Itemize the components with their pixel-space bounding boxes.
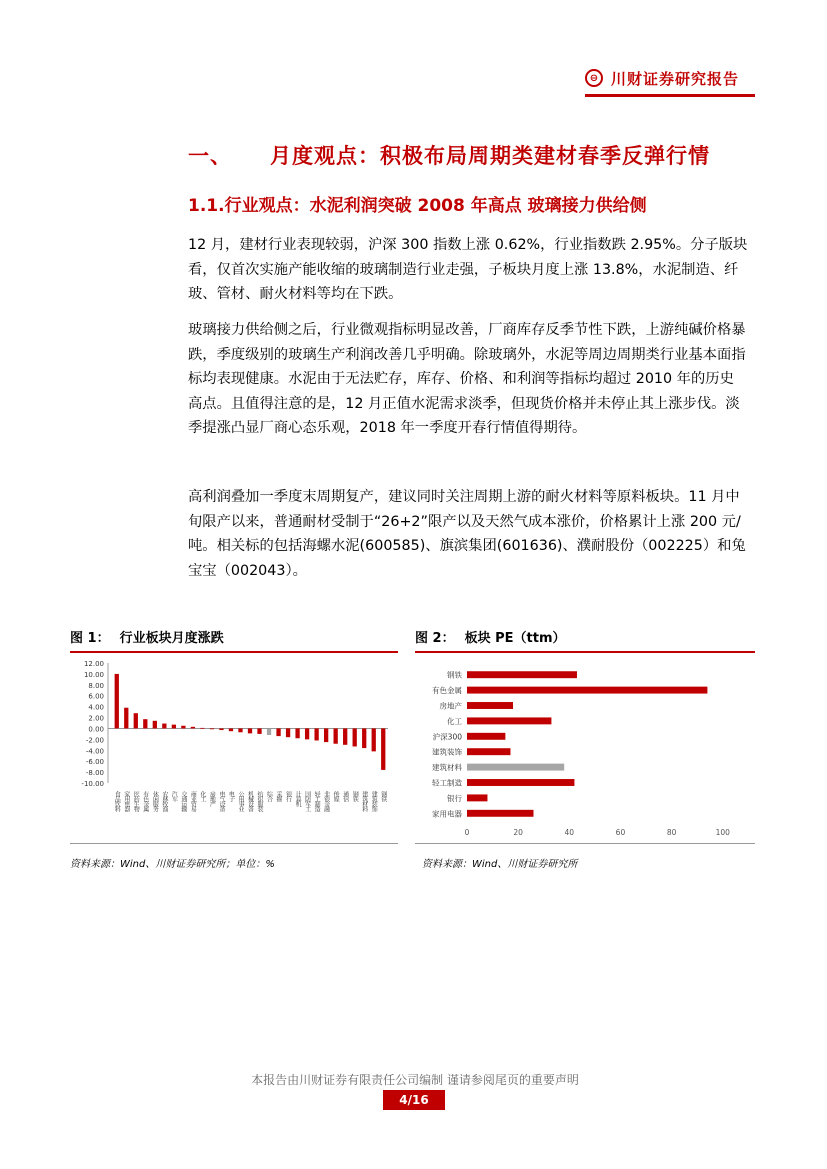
y-tick-label: 8.00 <box>88 681 104 690</box>
bar-21 <box>314 728 318 740</box>
hbar-2 <box>467 702 513 709</box>
bar-0 <box>115 674 119 729</box>
bar-4 <box>153 721 157 729</box>
y-category-label: 轻工制造 <box>432 778 462 788</box>
y-tick-label: -2.00 <box>85 736 104 745</box>
y-category-label: 房地产 <box>439 701 462 711</box>
x-tick-label: 医药生物 <box>132 791 140 811</box>
bar-26 <box>362 728 366 748</box>
bar-15 <box>257 728 261 733</box>
x-tick-label: 40 <box>564 828 575 837</box>
x-tick-label: 房地产 <box>208 791 216 806</box>
figure2-title: 板块 PE（ttm） <box>464 631 566 646</box>
page-number: 4/16 <box>383 1090 445 1110</box>
bar-23 <box>334 728 338 743</box>
y-category-label: 建筑装饰 <box>432 747 462 757</box>
bar-20 <box>305 728 309 739</box>
y-category-label: 家用电器 <box>432 809 462 819</box>
y-tick-label: 4.00 <box>88 703 104 712</box>
hbar-1 <box>467 687 707 694</box>
figure1-source: 资料来源：Wind、川财证券研究所；单位：% <box>70 859 275 870</box>
x-tick-label: 通信 <box>341 791 349 801</box>
x-tick-label: 100 <box>715 828 730 837</box>
x-tick-label: 国防军工 <box>303 791 311 811</box>
figure2-label: 图 2： <box>415 631 455 646</box>
subsection-heading: 1.1.行业观点：水泥利润突破 2008 年高点 玻璃接力供给侧 <box>188 196 647 216</box>
figure1-chart <box>70 653 398 844</box>
bar-1 <box>124 708 128 729</box>
bar-13 <box>238 728 242 732</box>
brand-name: 川财证券研究报告 <box>611 69 740 88</box>
section-title: 月度观点：积极布局周期类建材春季反弹行情 <box>270 144 710 168</box>
y-tick-label: 0.00 <box>88 725 104 734</box>
bar-24 <box>343 728 347 744</box>
x-tick-label: 休闲服务 <box>151 791 159 811</box>
header-divider <box>585 94 755 97</box>
hbar-9 <box>467 810 533 817</box>
bar-16 <box>267 728 271 735</box>
bar-3 <box>143 719 147 728</box>
x-tick-label: 电气设备 <box>217 791 225 811</box>
hbar-6 <box>467 764 564 771</box>
x-tick-label: 建筑装饰 <box>370 791 378 811</box>
hbar-8 <box>467 794 487 801</box>
bar-18 <box>286 728 290 737</box>
paragraph-1: 12 月，建材行业表现较弱，沪深 300 指数上涨 0.62%，行业指数跌 2.95%。分子版块看，仅首次实施产能收缩的玻璃制造行业走强，子板块月度上涨 13.8%，水泥制造、纤玻、管材、耐火材料等均在下跌。 <box>188 237 748 302</box>
y-tick-label: -6.00 <box>85 758 104 767</box>
figure2-svg <box>415 653 755 843</box>
bar-6 <box>172 725 176 729</box>
x-tick-label: 60 <box>615 828 626 837</box>
x-tick-label: 计算机 <box>294 791 302 806</box>
x-tick-label: 汽车 <box>170 791 178 801</box>
y-tick-label: 12.00 <box>83 660 104 668</box>
y-tick-label: -10.00 <box>81 780 104 788</box>
bar-11 <box>219 728 223 730</box>
bar-22 <box>324 728 328 742</box>
bar-8 <box>191 727 195 729</box>
y-category-label: 有色金属 <box>432 686 462 696</box>
y-tick-label: -4.00 <box>85 747 104 756</box>
bar-7 <box>181 726 185 729</box>
x-tick-label: 传媒 <box>332 791 340 801</box>
x-tick-label: 非银金融 <box>322 791 330 811</box>
y-category-label: 建筑材料 <box>432 763 462 773</box>
x-tick-label: 综合 <box>265 791 273 801</box>
bar-5 <box>162 724 166 729</box>
y-category-label: 银行 <box>447 793 462 803</box>
y-tick-label: -8.00 <box>85 769 104 778</box>
x-tick-label: 20 <box>513 828 523 837</box>
bar-14 <box>248 728 252 733</box>
x-tick-label: 家用电器 <box>122 791 130 811</box>
bar-2 <box>134 713 138 728</box>
x-tick-label: 采掘 <box>275 791 283 801</box>
y-tick-label: 2.00 <box>88 714 104 723</box>
bar-9 <box>200 728 204 729</box>
y-category-label: 化工 <box>447 716 462 726</box>
figure1-title: 行业板块月度涨跌 <box>119 631 224 646</box>
bar-10 <box>210 728 214 729</box>
x-tick-label: 钢铁 <box>351 791 359 801</box>
y-category-label: 钢铁 <box>447 670 462 680</box>
figure2-chart <box>415 653 755 844</box>
hbar-7 <box>467 779 574 786</box>
x-tick-label: 0 <box>464 828 470 837</box>
x-tick-label: 纺织服装 <box>256 791 264 811</box>
figure1-heading <box>70 627 398 653</box>
x-tick-label: 银行 <box>284 791 292 801</box>
figure2-heading <box>415 627 755 653</box>
x-tick-label: 机械设备 <box>246 791 254 811</box>
bar-28 <box>381 728 385 769</box>
x-tick-label: 建筑材料 <box>360 791 368 811</box>
x-tick-label: 公用事业 <box>236 791 244 811</box>
hbar-0 <box>467 671 577 678</box>
brand-logo-icon: ⊖ <box>585 69 603 87</box>
paragraph-3: 高利润叠加一季度末周期复产，建议同时关注周期上游的耐火材料等原料板块。11 月中旬限产以来，普通耐材受制于“26+2”限产以及天然气成本涨价，价格累计上涨 200 元/吨。相关标的包括海螺水泥(600585)、旗滨集团(601636)、濮耐股份（002225）和兔宝宝（002043）。 <box>188 489 746 579</box>
bar-12 <box>229 728 233 731</box>
y-tick-label: 10.00 <box>83 670 104 679</box>
x-tick-label: 食品饮料 <box>113 791 121 811</box>
figure1-label: 图 1： <box>70 631 110 646</box>
x-tick-label: 农林牧渔 <box>160 791 168 811</box>
x-tick-label: 有色金属 <box>141 791 149 811</box>
figure2-source: 资料来源：Wind、川财证券研究所 <box>422 859 578 870</box>
bar-25 <box>353 728 357 746</box>
x-tick-label: 电子 <box>227 791 235 801</box>
x-tick-label: 交通运输 <box>179 791 187 811</box>
x-tick-label: 化工 <box>198 791 206 801</box>
figure1-svg <box>70 653 398 843</box>
hbar-4 <box>467 733 505 740</box>
x-tick-label: 80 <box>666 828 677 837</box>
x-tick-label: 轻工制造 <box>313 791 321 811</box>
bar-17 <box>276 728 280 736</box>
paragraph-2: 玻璃接力供给侧之后，行业微观指标明显改善，厂商库存反季节性下跌，上游纯碱价格暴跌，季度级别的玻璃生产利润改善几乎明确。除玻璃外，水泥等周边周期类行业基本面指标均表现健康。水泥由于无法贮存，库存、价格、和利润等指标均超过 2010 年的历史高点。且值得注意的是，12 月正值水泥需求淡季，但现货价格并未停止其上涨步伐。淡季提涨凸显厂商心态乐观，2018 年一季度开春行情值得期待。 <box>188 322 746 436</box>
bar-19 <box>295 728 299 738</box>
section-number: 一、 <box>188 144 232 168</box>
y-tick-label: 6.00 <box>88 692 104 701</box>
hbar-3 <box>467 717 551 724</box>
x-tick-label: 商业贸易 <box>189 791 197 811</box>
footer-disclaimer: 本报告由川财证券有限责任公司编制 谨请参阅尾页的重要声明 <box>251 1073 579 1087</box>
y-category-label: 沪深300 <box>432 732 462 742</box>
x-tick-label: 钢铁 <box>379 791 387 801</box>
hbar-5 <box>467 748 510 755</box>
bar-27 <box>372 728 376 751</box>
report-header <box>585 64 755 92</box>
section-heading <box>188 140 710 170</box>
